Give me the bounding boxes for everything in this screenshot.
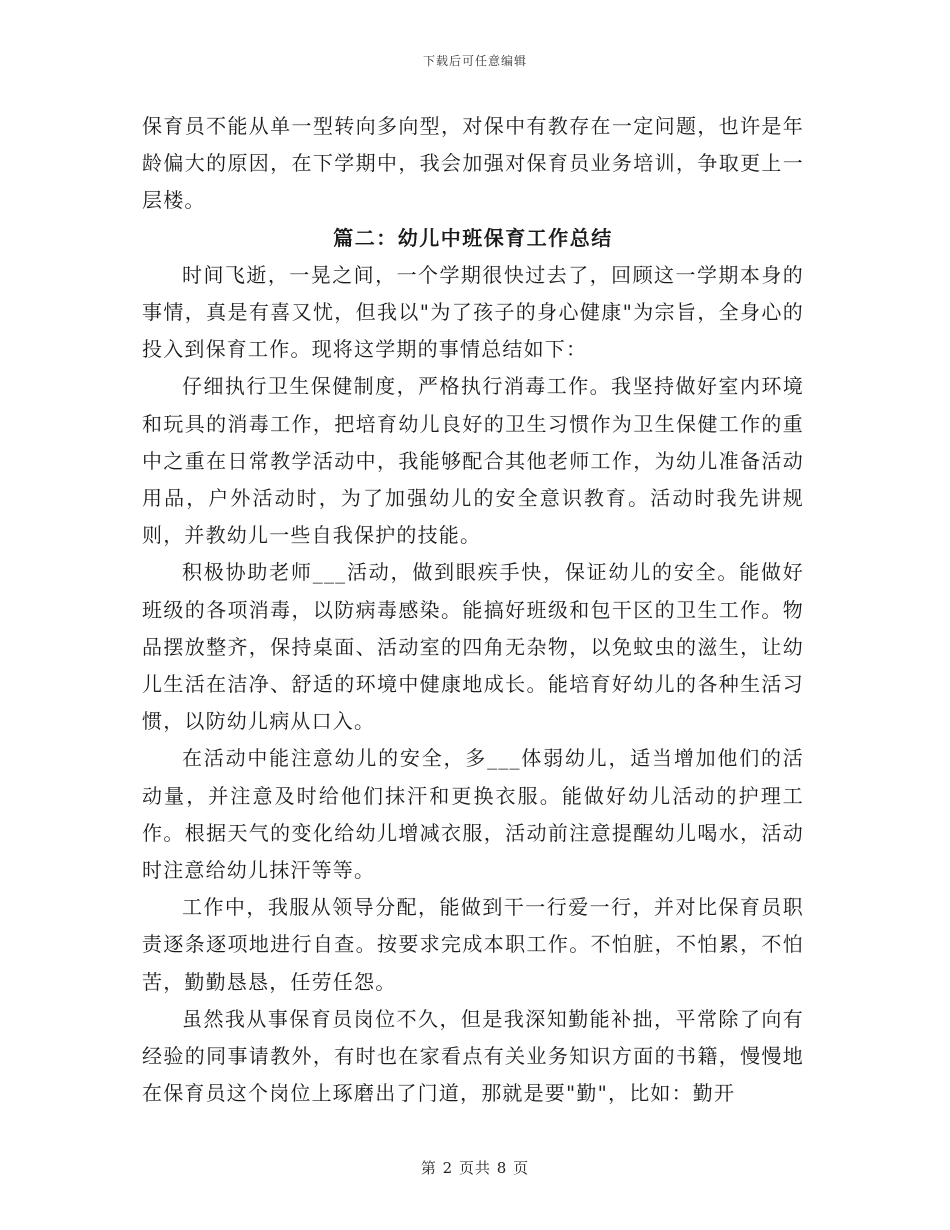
section-heading: 篇二：幼儿中班保育工作总结 <box>333 225 613 250</box>
page-number: 第 2 页共 8 页 <box>420 1159 530 1177</box>
paragraph: 时间飞逝，一晃之间，一个学期很快过去了，回顾这一学期本身的事情，真是有喜又忧，但我以"为了孩子的身心健康"为宗旨，全身心的投入到保育工作。现将这学期的事情总结如下： <box>142 262 804 362</box>
download-note: 下载后可任意编辑 <box>422 54 527 68</box>
paragraph: 积极协助老师___活动，做到眼疾手快，保证幼儿的安全。能做好班级的各项消毒，以防病毒感染。能搞好班级和包干区的卫生工作。物品摆放整齐，保持桌面、活动室的四角无杂物，以免蚊虫的滋生，让幼儿生活在洁净、舒适的环境中健康地成长。能培育好幼儿的各种生活习惯，以防幼儿病从口入。 <box>142 560 804 734</box>
paragraph: 工作中，我服从领导分配，能做到干一行爱一行，并对比保育员职责逐条逐项地进行自查。按要求完成本职工作。不怕脏，不怕累，不怕苦，勤勤恳恳，任劳任怨。 <box>142 895 804 994</box>
document-body <box>142 108 804 1112</box>
paragraph-continuation: 保育员不能从单一型转向多向型，对保中有教存在一定问题，也许是年龄偏大的原因，在下学期中，我会加强对保育员业务培训，争取更上一层楼。 <box>142 114 804 213</box>
paragraph: 在活动中能注意幼儿的安全，多___体弱幼儿，适当增加他们的活动量，并注意及时给他们抹汗和更换衣服。能做好幼儿活动的护理工作。根据天气的变化给幼儿增减衣服，活动前注意提醒幼儿喝水，活动时注意给幼儿抹汗等等。 <box>142 746 804 883</box>
paragraph: 仔细执行卫生保健制度，严格执行消毒工作。我坚持做好室内环境和玩具的消毒工作，把培育幼儿良好的卫生习惯作为卫生保健工作的重中之重在日常教学活动中，我能够配合其他老师工作，为幼儿准备活动用品，户外活动时，为了加强幼儿的安全意识教育。活动时我先讲规则，并教幼儿一些自我保护的技能。 <box>142 374 804 548</box>
paragraph: 虽然我从事保育员岗位不久，但是我深知勤能补拙，平常除了向有经验的同事请教外，有时也在家看点有关业务知识方面的书籍，慢慢地在保育员这个岗位上琢磨出了门道，那就是要"勤"，比如：勤开 <box>142 1006 804 1106</box>
